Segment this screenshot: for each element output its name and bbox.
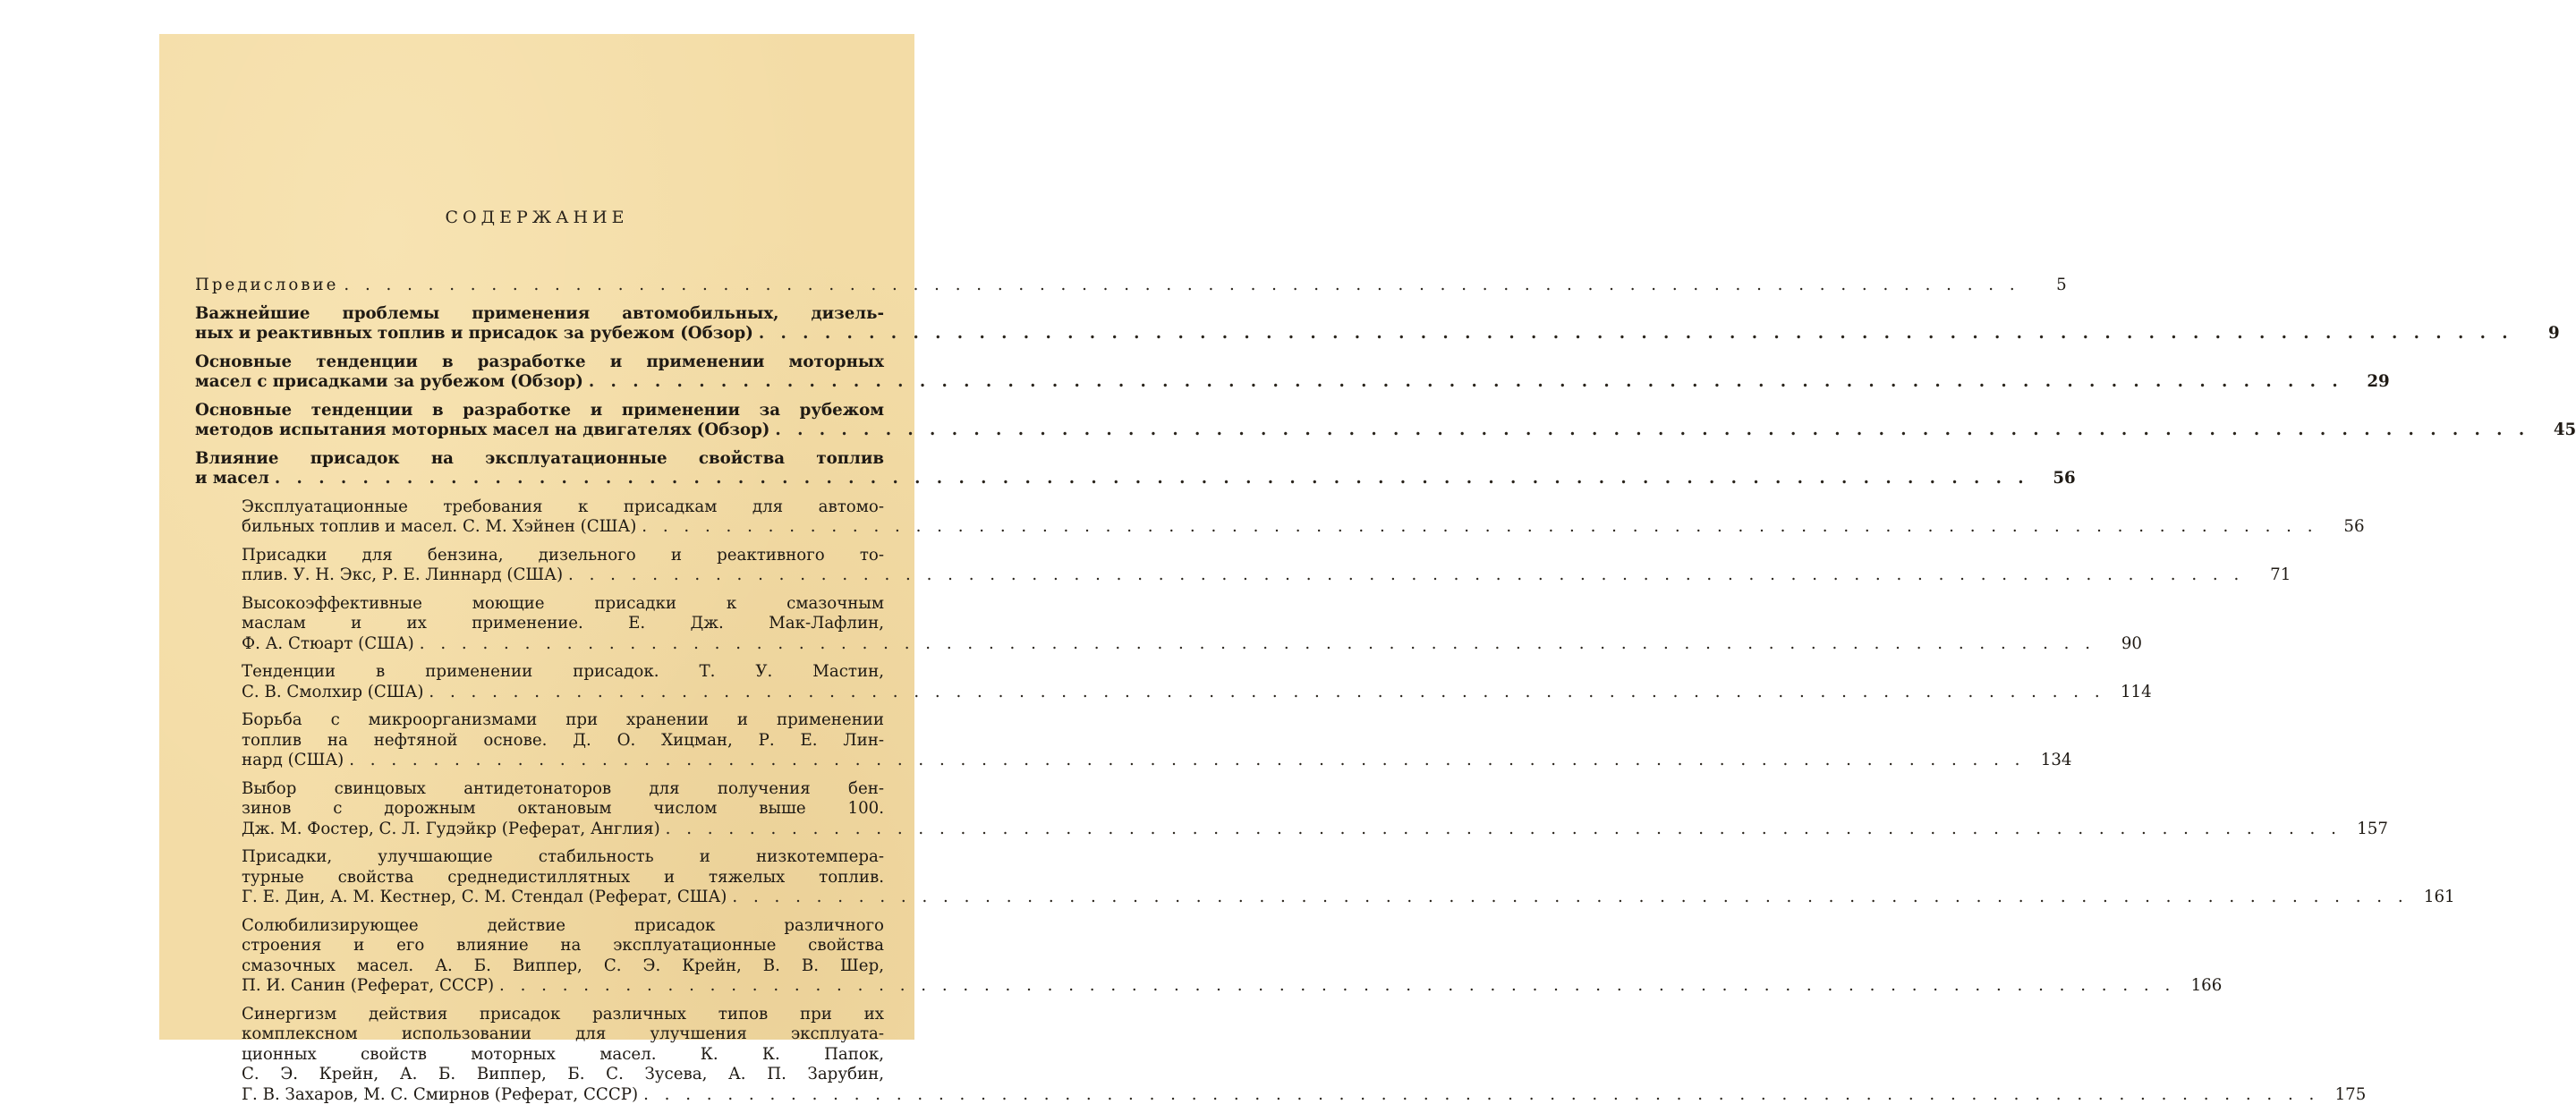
page-number: 175 xyxy=(2334,1084,2367,1104)
page-number: 56 xyxy=(2053,469,2076,488)
toc-entry-text: Высокоэффективные моющие присадки к смазочным xyxy=(242,593,884,613)
toc-entry-text: Г. Е. Дин, А. М. Кестнер, С. М. Стендал (Реферат, США) xyxy=(242,888,727,906)
toc-entry xyxy=(195,662,2152,702)
page-number: 90 xyxy=(2121,633,2143,653)
page-number: 71 xyxy=(2270,565,2291,584)
toc-entry-text: С. Э. Крейн, А. Б. Виппер, Б. С. Зусева, А. П. Зарубин, xyxy=(242,1065,884,1083)
toc-entry xyxy=(195,303,2560,344)
leader-dots: . . . . . . . . . . . . . . . . . . . . . . . . . . . . . . . . . . . . . . . . . . . . . . . . . . . . . . . . . . . . . . . . . . . . . . . . . . . . . . . . xyxy=(419,633,2096,653)
toc-entry-line xyxy=(242,710,884,731)
toc-entry-text: Г. В. Захаров, М. С. Смирнов (Реферат, СССР) xyxy=(242,1084,639,1104)
toc-entry-text: топлив на нефтяной основе. Д. О. Хицман, Р. Е. Лин- xyxy=(242,730,884,750)
toc-entry-text: комплексном использовании для улучшения эксплуата- xyxy=(242,1024,884,1043)
toc-entry-line xyxy=(242,819,2388,840)
toc-entry-line xyxy=(242,868,884,888)
leader-dots: . . . . . . . . . . . . . . . . . . . . . . . . . . . . . . . . . . . . . . . . . . . . . . . . . . . . . . . . . . . . . . . . . . . . . . . . . . . . . . . . xyxy=(499,976,2176,995)
toc-entry-line xyxy=(195,304,884,325)
toc-entry-text: Тенденции в применении присадок. Т. У. Мастин, xyxy=(242,662,884,681)
page-number: 166 xyxy=(2190,976,2223,995)
toc-entry-line xyxy=(195,372,2390,393)
toc-entry-text: Присадки, улучшающие стабильность и низкотемпера- xyxy=(242,847,884,866)
toc-entry-text: маслам и их применение. Е. Дж. Мак-Лафлин, xyxy=(242,614,884,633)
toc-entry-text: зинов с дорожным октановым числом выше 100. xyxy=(242,799,884,818)
toc-entry-text: Важнейшие проблемы применения автомобильных, дизель- xyxy=(195,303,884,323)
toc-entry-line xyxy=(195,324,2560,344)
toc-entry xyxy=(195,497,2365,538)
toc-entry-text: ционных свойств моторных масел. К. К. Папок, xyxy=(242,1044,884,1064)
leader-dots: . . . . . . . . . . . . . . . . . . . . . . . . . . . . . . . . . . . . . . . . . . . . . . . . . . . . . . . . . . . . . . . . . . . . . . . . . . . . . . . . xyxy=(568,565,2245,584)
toc-entry xyxy=(195,778,2388,840)
page-number: 157 xyxy=(2357,819,2388,838)
toc-entry xyxy=(195,545,2291,586)
toc-entry-line xyxy=(242,976,2223,997)
toc-entry-line xyxy=(195,421,2576,441)
toc-entry-text: Предисловие xyxy=(195,276,339,294)
leader-dots: . . . . . . . . . . . . . . . . . . . . . . . . . . . . . . . . . . . . . . . . . . . . . . . . . . . . . . . . . . . . . . . . . . . . . . . . . . . . . . . . xyxy=(758,324,2513,343)
table-of-contents xyxy=(195,276,2576,1113)
page-number: 161 xyxy=(2423,888,2455,906)
toc-entry-text: Присадки для бензина, дизельного и реактивного то- xyxy=(242,545,884,565)
toc-entry-line xyxy=(195,353,884,373)
toc-entry-text: Основные тенденции в разработке и применении за рубежом xyxy=(195,400,884,420)
toc-entry-line xyxy=(242,497,884,518)
page-number: 114 xyxy=(2120,682,2152,701)
toc-entry-line xyxy=(242,1065,884,1085)
toc-entry xyxy=(195,352,2390,393)
toc-entry-line xyxy=(242,847,884,868)
toc-entry-text: Основные тенденции в разработке и применении моторных xyxy=(195,352,884,371)
toc-entry-text: Синергизм действия присадок различных типов при их xyxy=(242,1004,884,1024)
toc-entry-line xyxy=(242,614,884,634)
page-number: 134 xyxy=(2040,751,2072,769)
toc-entry-text: бильных топлив и масел. С. М. Хэйнен (США) xyxy=(242,517,637,536)
toc-entry xyxy=(195,593,2143,655)
leader-dots: . . . . . . . . . . . . . . . . . . . . . . . . . . . . . . . . . . . . . . . . . . . . . . . . . . . . . . . . . . . . . . . . . . . . . . . . . . . . . . . . xyxy=(349,751,2026,769)
toc-entry-text: плив. У. Н. Экс, Р. Е. Линнард (США) xyxy=(242,565,564,584)
leader-dots: . . . . . . . . . . . . . . . . . . . . . . . . . . . . . . . . . . . . . . . . . . . . . . . . . . . . . . . . . . . . . . . . . . . . . . . . . . . . . . . . xyxy=(274,469,2029,488)
leader-dots: . . . . . . . . . . . . . . . . . . . . . . . . . . . . . . . . . . . . . . . . . . . . . . . . . . . . . . . . . . . . . . . . . . . . . . . . . . . . . . . . xyxy=(344,276,2020,294)
toc-entry-text: С. В. Смолхир (США) xyxy=(242,682,424,701)
leader-dots: . . . . . . . . . . . . . . . . . . . . . . . . . . . . . . . . . . . . . . . . . . . . . . . . . . . . . . . . . . . . . . . . . . . . . . . . . . . . . . . . xyxy=(643,1084,2320,1104)
leader-dots: . . . . . . . . . . . . . . . . . . . . . . . . . . . . . . . . . . . . . . . . . . . . . . . . . . . . . . . . . . . . . . . . . . . . . . . . . . . . . . . . xyxy=(429,682,2105,701)
toc-entry-text: нард (США) xyxy=(242,751,344,769)
toc-entry-line xyxy=(242,779,884,800)
toc-entry-line xyxy=(242,633,2143,655)
toc-entry-line xyxy=(195,469,2076,489)
toc-entry-line xyxy=(242,1045,884,1066)
page-number: 29 xyxy=(2367,372,2390,391)
toc-entry xyxy=(195,276,2067,296)
page-number: 56 xyxy=(2343,517,2365,536)
toc-entry-line xyxy=(242,517,2365,538)
toc-entry-line xyxy=(242,682,2152,703)
page-number: 9 xyxy=(2547,324,2560,343)
toc-entry xyxy=(195,847,2455,908)
toc-entry-line xyxy=(242,546,884,566)
toc-entry xyxy=(195,400,2576,441)
toc-entry-text: смазочных масел. А. Б. Виппер, С. Э. Крейн, В. В. Шер, xyxy=(242,956,884,975)
toc-entry-text: ных и реактивных топлив и присадок за рубежом (Обзор) xyxy=(195,324,753,343)
toc-entry-line xyxy=(242,799,884,820)
toc-entry-line xyxy=(242,936,884,956)
toc-entry-line xyxy=(242,731,884,752)
toc-entry-line xyxy=(242,1024,884,1045)
toc-entry xyxy=(195,710,2072,771)
toc-entry-text: Ф. А. Стюарт (США) xyxy=(242,633,414,653)
toc-entry-line xyxy=(195,401,884,421)
toc-entry-text: Дж. М. Фостер, С. Л. Гудэйкр (Реферат, Англия) xyxy=(242,819,660,838)
toc-entry-line xyxy=(242,1084,2367,1106)
toc-entry-text: методов испытания моторных масел на двигателях (Обзор) xyxy=(195,421,770,439)
leader-dots: . . . . . . . . . . . . . . . . . . . . . . . . . . . . . . . . . . . . . . . . . . . . . . . . . . . . . . . . . . . . . . . . . . . . . . . . . . . . . . . . xyxy=(588,372,2343,391)
page-number: 5 xyxy=(2056,276,2067,294)
leader-dots: . . . . . . . . . . . . . . . . . . . . . . . . . . . . . . . . . . . . . . . . . . . . . . . . . . . . . . . . . . . . . . . . . . . . . . . . . . . . . . . . xyxy=(642,517,2318,536)
leader-dots: . . . . . . . . . . . . . . . . . . . . . . . . . . . . . . . . . . . . . . . . . . . . . . . . . . . . . . . . . . . . . . . . . . . . . . . . . . . . . . . . xyxy=(775,421,2530,439)
toc-entry xyxy=(195,915,2223,997)
toc-entry-text: масел с присадками за рубежом (Обзор) xyxy=(195,372,583,391)
book-page xyxy=(159,34,2576,1104)
toc-entry xyxy=(195,1004,2367,1106)
toc-entry-line xyxy=(242,916,884,937)
toc-entry xyxy=(195,448,2076,489)
page-title: СОДЕРЖАНИЕ xyxy=(445,208,629,227)
toc-entry-line xyxy=(242,662,884,683)
toc-entry-line xyxy=(242,1005,884,1025)
leader-dots: . . . . . . . . . . . . . . . . . . . . . . . . . . . . . . . . . . . . . . . . . . . . . . . . . . . . . . . . . . . . . . . . . . . . . . . . . . . . . . . . xyxy=(665,819,2342,838)
toc-entry-line xyxy=(242,565,2291,586)
toc-entry-text: Влияние присадок на эксплуатационные свойства топлив xyxy=(195,448,884,468)
toc-entry-text: Эксплуатационные требования к присадкам для автомо- xyxy=(242,497,884,516)
toc-entry-text: Солюбилизирующее действие присадок различного xyxy=(242,915,884,935)
toc-entry-line xyxy=(195,276,2067,296)
toc-entry-line xyxy=(242,888,2455,908)
toc-entry-text: турные свойства среднедистиллятных и тяжелых топлив. xyxy=(242,867,884,887)
leader-dots: . . . . . . . . . . . . . . . . . . . . . . . . . . . . . . . . . . . . . . . . . . . . . . . . . . . . . . . . . . . . . . . . . . . . . . . . . . . . . . . . xyxy=(732,888,2409,906)
toc-entry-text: Борьба с микроорганизмами при хранении и применении xyxy=(242,710,884,729)
page-number: 45 xyxy=(2553,421,2576,439)
toc-entry-text: и масел xyxy=(195,469,269,488)
toc-entry-line xyxy=(242,751,2072,771)
toc-entry-text: Выбор свинцовых антидетонаторов для получения бен- xyxy=(242,778,884,798)
toc-entry-line xyxy=(195,449,884,470)
toc-entry-line xyxy=(242,956,884,977)
toc-entry-text: строения и его влияние на эксплуатационные свойства xyxy=(242,936,884,955)
toc-entry-text: П. И. Санин (Реферат, СССР) xyxy=(242,976,495,995)
toc-entry-line xyxy=(242,594,884,615)
